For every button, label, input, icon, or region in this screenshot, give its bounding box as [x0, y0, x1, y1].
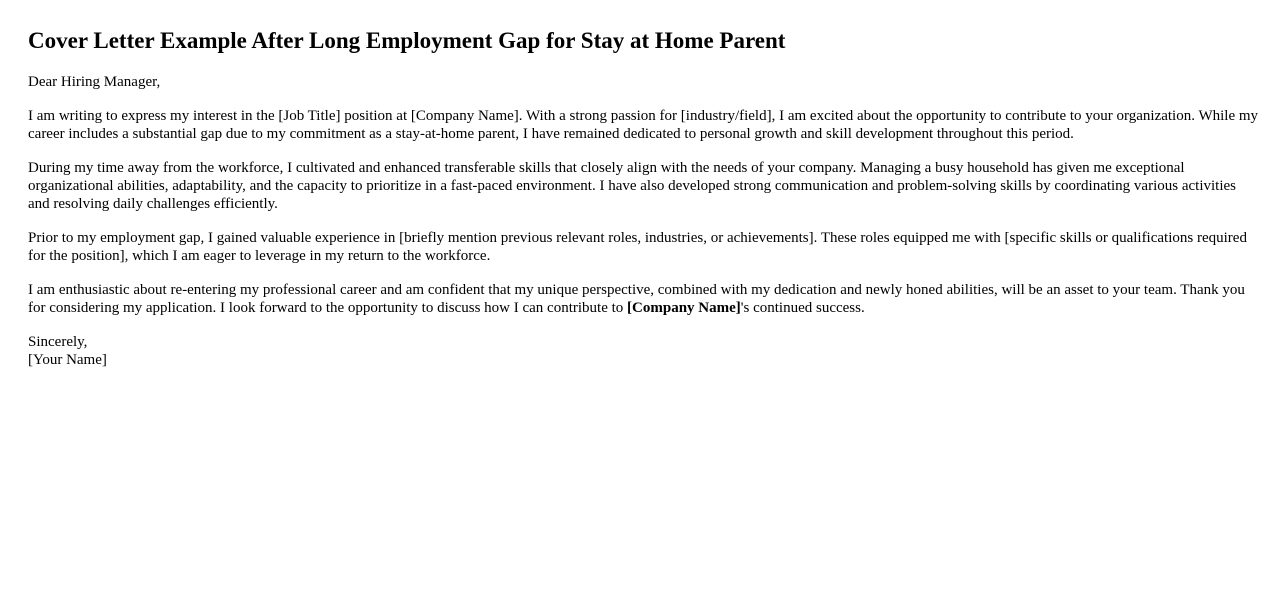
paragraph-transferable-skills: During my time away from the workforce, I cultivated and enhanced transferable skills that closely align with the needs of your company. Managing a busy household has given me exceptional organizational abilities, adaptability, and the capacity to prioritize in a fast-paced environment. I have also developed strong communication and problem-solving skills by coordinating various activities and resolving daily challenges efficiently.	[28, 160, 1236, 212]
paragraph-prior-experience: Prior to my employment gap, I gained valuable experience in [briefly mention previous relevant roles, industries, or achievements]. These roles equipped me with [specific skills or qualifications required for the position], which I am eager to leverage in my return to the workforce.	[28, 230, 1247, 264]
paragraph-conclusion	[28, 281, 1258, 317]
page-title: Cover Letter Example After Long Employment Gap for Stay at Home Parent	[28, 28, 786, 53]
company-name-bold: [Company Name]	[627, 300, 741, 316]
conclusion-text: I am enthusiastic about re-entering my professional career and am confident that my unique perspective, combined with my dedication and newly honed abilities, will be an asset to your team. Thank you for considering my application. I look forward to the opportunity to discuss how I can contribute to	[28, 282, 1245, 316]
conclusion-text-end: 's continued success.	[740, 300, 865, 316]
salutation: Dear Hiring Manager,	[28, 74, 161, 90]
closing: Sincerely,	[28, 334, 88, 350]
closing-block	[28, 333, 1258, 369]
signature: [Your Name]	[28, 352, 107, 368]
paragraph-intro: I am writing to express my interest in the [Job Title] position at [Company Name]. With a strong passion for [industry/field], I am excited about the opportunity to contribute to your organization. While my career includes a substantial gap due to my commitment as a stay-at-home parent, I have remained dedicated to personal growth and skill development throughout this period.	[28, 108, 1259, 142]
